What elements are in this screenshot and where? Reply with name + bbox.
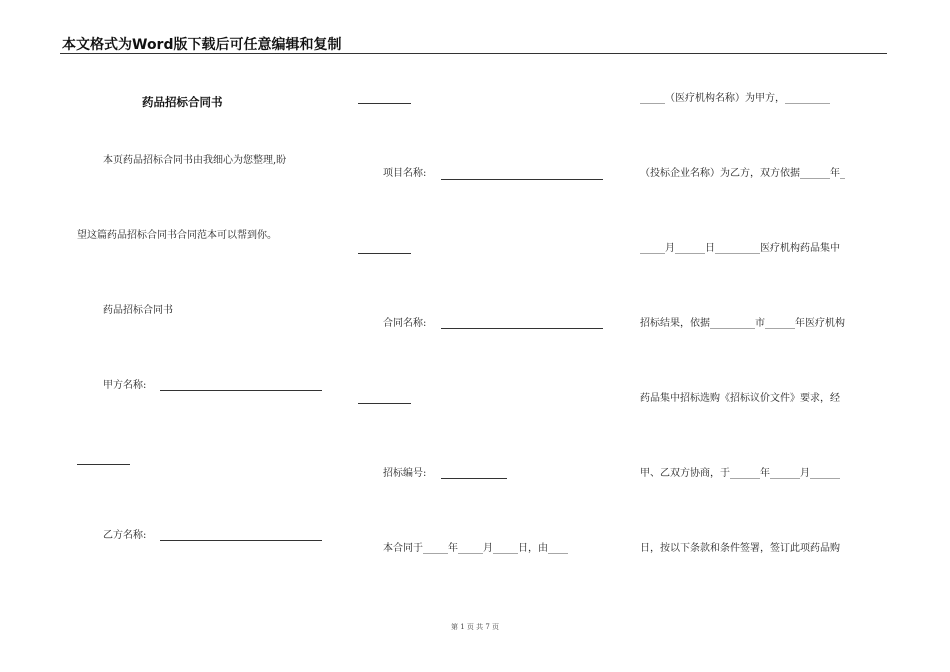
project-name-blank-continued (358, 253, 411, 254)
party-b-blank (160, 540, 322, 541)
contract-date-line: 本合同于_____年_____月_____日，由____ (383, 543, 568, 554)
document-title: 药品招标合同书 (142, 95, 223, 109)
header-divider (60, 53, 887, 54)
body-line-2: （投标企业名称）为乙方，双方依据______年_ (640, 168, 845, 179)
bid-number-label: 招标编号: (383, 468, 427, 479)
bid-number-blank (441, 478, 507, 479)
contract-name-blank-continued (358, 403, 411, 404)
party-b-label: 乙方名称: (103, 530, 147, 541)
body-line-5: 药品集中招标选购《招标议价文件》要求，经 (640, 393, 840, 404)
blank-line-top (358, 103, 411, 104)
header-title: 本文格式为Word版下载后可任意编辑和复制 (62, 37, 342, 53)
body-line-6: 甲、乙双方协商，于______年______月______ (640, 468, 840, 479)
contract-name-label: 合同名称: (383, 318, 427, 329)
contract-subtitle: 药品招标合同书 (103, 305, 173, 316)
intro-line-1: 本页药品招标合同书由我细心为您整理,盼 (103, 155, 287, 166)
body-line-1: _____（医疗机构名称）为甲方，_________ (640, 93, 830, 104)
page-number: 第 1 页 共 7 页 (450, 623, 500, 631)
party-a-label: 甲方名称: (103, 380, 147, 391)
body-line-7: 日，按以下条款和条件签署，签订此项药品购 (640, 543, 840, 554)
project-name-blank (441, 179, 603, 180)
body-line-4: 招标结果，依据_________市______年医疗机构 (640, 318, 845, 329)
party-a-blank (160, 390, 322, 391)
contract-name-blank (441, 328, 603, 329)
intro-line-2: 望这篇药品招标合同书合同范本可以帮到你。 (77, 230, 277, 241)
body-line-3: _____月______日_________医疗机构药品集中 (640, 243, 840, 254)
project-name-label: 项目名称: (383, 168, 427, 179)
party-a-blank-continued (77, 464, 130, 465)
